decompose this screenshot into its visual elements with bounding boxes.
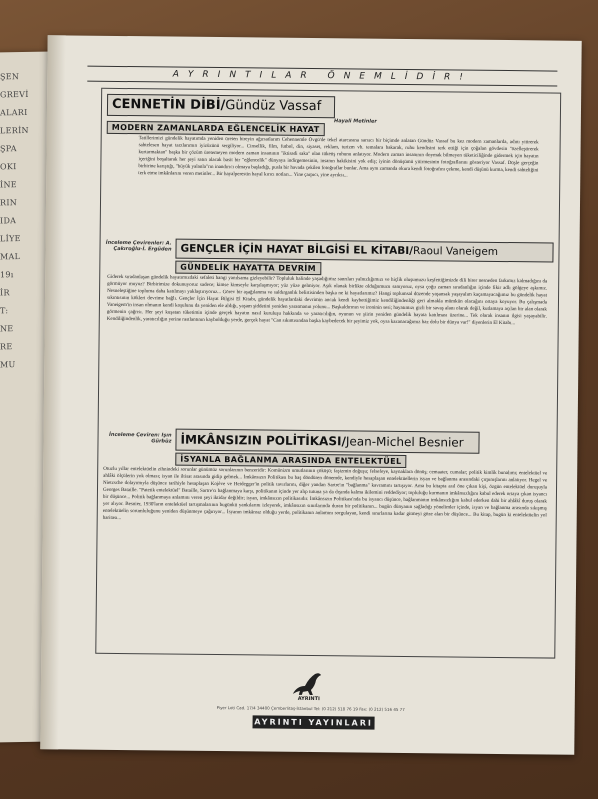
left-page-word: NE <box>0 324 14 334</box>
left-page-word: İNE <box>0 180 17 190</box>
left-page-word: MAL <box>0 252 21 262</box>
left-page-word: İR <box>0 288 10 298</box>
article-subtitle: İSYANLA BAĞLANMA ARASINDA ENTELEKTÜEL <box>175 453 406 468</box>
left-page-word: LERİN <box>0 125 29 136</box>
left-page-word: 19ı <box>0 270 14 280</box>
article-title-box <box>107 94 335 118</box>
article-title: CENNETİN DİBİ/ <box>111 96 226 114</box>
article-title: GENÇLER İÇİN HAYAT BİLGİSİ EL KİTABI/ <box>180 242 414 258</box>
article-title-box <box>175 429 479 454</box>
article-subtitle: MODERN ZAMANLARDA EĞLENCELİK HAYAT <box>107 121 325 136</box>
publisher-name: AYRINTI YAYINLARI <box>253 715 375 729</box>
left-page-word: IDA <box>0 216 17 226</box>
publisher-address: Piyer Loti Cad. 17/4 34400 Çemberlitaş-İstanbul Tel: (0 212) 518 76 19 Fax: (0 212) 516 45 77 <box>216 705 405 712</box>
article-title-box <box>175 239 553 263</box>
left-page-word: GREVİ <box>0 89 29 100</box>
left-page-word: ŞPA <box>0 144 17 154</box>
left-page-word: OKI <box>0 162 17 172</box>
left-page-word: T: <box>0 306 9 316</box>
left-page-word: LİYE <box>0 234 21 244</box>
article-body: Giderek sıradanlaşan gündelik hayatımızdaki sefaleti hangi yanılsama gizleyebilir? Topluluk halinde yaşadığımız sanrıları yalnızlığımızı ve hiçlik oluşumuzu keşfettiğimizde dili birer nesneden farkımız kalmadığını da görmüyor muyuz? Birbirimize dokunuyoruz sadece; kimse kimseyle karşılaşmıyor; yüz yüze gelmiyor. Aşık olanak birlikte olduğumuzu sanıyoruz, oysa çoğu zaman sıradanlığın içinde fikir adlı gölgeye aşkımız. Nesneleştiğine topluma daha katılmayı yaklaştırıyoruz... Görev bir aşağılanma ve saldırganlık belirtisinden başka ne ki hayatlarımız? Hangi toplumsal düzende yaşansak yaşayalım kaçamayacağımız bu gündelik hayat sıkıntısının kökleri devrime bağlı. Gençler İçin Hayat Bilgisi El Kitabı, gündelik hayatlardaki devrimin ancak kendi kaybettiğimiz kendiliğindenliği geri almakla mümkün olacağını ortaya koyuyor. Bu çalışmada Vaneigem'in insan olmanın kendi koşulunu da yeniden ele aldığı, yaşam şiddetini yeniden yaratmanın yolunu... Başkaldırının ve ironinin sesi; hayatımızı gizli bir savaş alanı olarak değil, kutlamaya açılan bir alan olarak görmenin çağrısı. Her şeyi kuşatan tüketimin içinde gerçek hayatın nasıl kuruluşu hakkında ve yaratıcılığın, oyunun ve şiirin yeniden gündelik hayata katılması üzerine... Tek olarak insanın ilgisi yaşayabilir. Kendiliğindenlik, yaratıcılığın yerine rastlantının kaybolduğu yerde, gerçek hayat "Can sıkıntısından başka kaybedecek bir şeyimiz yok, oysa kazanacağımız haz dolu bir dünya var!" diyenlerin El Kitabı... <box>106 274 548 327</box>
left-page-word: MU <box>0 360 16 370</box>
page-header <box>87 66 557 87</box>
magazine-page <box>40 35 581 755</box>
article-title: İMKÂNSIZIN POLİTİKASI/ <box>180 432 346 449</box>
article-author: Gündüz Vassaf <box>225 98 322 115</box>
left-page-word: RIN <box>0 198 18 208</box>
logo-label: AYRINTI <box>297 695 320 703</box>
article-credit: İnceleme Çeviren: Işın Gürbüz <box>109 431 172 445</box>
left-page-word: ŞEN <box>0 72 20 82</box>
header-slogan: AYRINTILAR ÖNEMLİDİR! <box>172 69 472 83</box>
article-subtitle: GÜNDELİK HAYATTA DEVRİM <box>175 261 321 276</box>
left-page-word: ALARI <box>0 107 28 118</box>
left-page-word: RE <box>0 342 13 352</box>
article-body: Tatillerimizi gündelik hayatımda yeniden üreten bireyin ağırsatlarım Cehennemle Övgü'de tekel atarcasına sarsıcı bir biçimde anlatan Gündüz Vassaf bu kez modern zamanlarda, adını yitirerek sahtelesen hayat tarzlarımın iyizüzünü sergiliyor... Cinsellik, film, futbol, din, siyaset, reklam, turizm vb. temalara bakarak, ruhu kendisini terk ettiği için çoğalan gövdesin "özelleştirerek kurtarmaktan" başka bir çözüm üretemeyen modern zaman insanının "iktisadi saka" olan tüketiş ruhunu anlatıyor. Modern zaman insanının doymak bilmeyen tüketiciliğinde gidermek için hayatın içeriğini boşaltarak her şeyi satın alacak basit bir "eğlencelik" dünyaya indirgemesinin, insanın hakikisini yok ediş; iyinin dönüşümü yitirmesinin fotoğraflarını gösteriyor Vassaf. Düşle gerçeğin birbirine karıştığı, "büyük yalanla"rın inandırıcı olmaya başladığı, pusla bir havada çekilen fotoğraflar bunlar. Ama aynı zamanda okura kendi fotoğrafını çekme, kendi düşünü kurma, kendi sahteliğini terk etme imkânlarını veren metinler... Bir hayalperestin hayal kırıcı notları... Yine çarpıcı, yine ayrıksı... <box>138 136 539 179</box>
article-author: Jean-Michel Besnier <box>345 434 464 450</box>
article-author: Raoul Vaneigem <box>412 245 499 258</box>
article-body: Otuzlu yıllar entelektüelin zihnindeki sorunlar günümüz sorunlarının benzeridir: Komünizm umutlarının çöküşü; faşizmin doğuşu; felsefeye, kaynaklara dönüş; cemaater, cumalar; politik kimlik bunalımı; entelektüel ve ahlâki ölçülerin yok olması; isyan ile iltisat arasında gidip gelmek... İmkânsızın Politikası bu baş döndüren dönemde, kendiyle hesaplaşan entelektüellerin isyan ve bağlanma arasındaki çırpınışlarını anlatıyor. Hegel ve Nietzsche dolayımıyla düşünce tarihiyle hesaplaşan Kojève ve Heidegger'in politik tavırlarını, diğer yandan Sartre'ın "bağlanma" kavramını tartışıyor. Ama bu kitapta asıl öne çıkan kişi, özgün entelektüel duruşuyla Georges Bataille. "Patetik entelektüel" Bataille, Sartre'cı bağlanmaya karşı, politikanın içinde yer alıp tutuna ya da dışında kalma ikilemini reddediyor; topluluğu kurmanın imkânsızlığını kabul ederek ortaya çıkan isyancı bir düşünce... Politik bağlanmaya anlamını veren şeyi iktidar değildir; isyan, imkânsızın politikasıdır. İmkânsızın Politikası'nda bu isyancı düşünce, bağlanmanın imkânsızlığını kabul ederken dahi bir ahlâkî duruş olarak yer alıyor. Besnier, 1930'ların entelektüel tartışmalarının bugünkü yankılarını izleyerek, imkânsızın sınırlarında duran bir politikanın... bugün dünyanın sağladığı yönelimler içinde, isyan ve bağlanma arasında sıkışmış entelektüelin sorumluluğunu yeniden düşünmeye çağırıyor... İsyanın imkânsız olduğu yerde, politikanın anlamını sorgulayan, kendi sınırlarına kadar gitmeyi göze alan bir düşünce... Bu kitap, bugün ki entelektüelin yol haritası... <box>102 466 548 522</box>
dinosaur-logo-icon <box>289 668 325 698</box>
article-credit: İnceleme Çevirenler: A. Çakıroğlu-İ. Ergüden <box>105 239 172 253</box>
article-credit: Hayali Metinler <box>334 118 377 125</box>
